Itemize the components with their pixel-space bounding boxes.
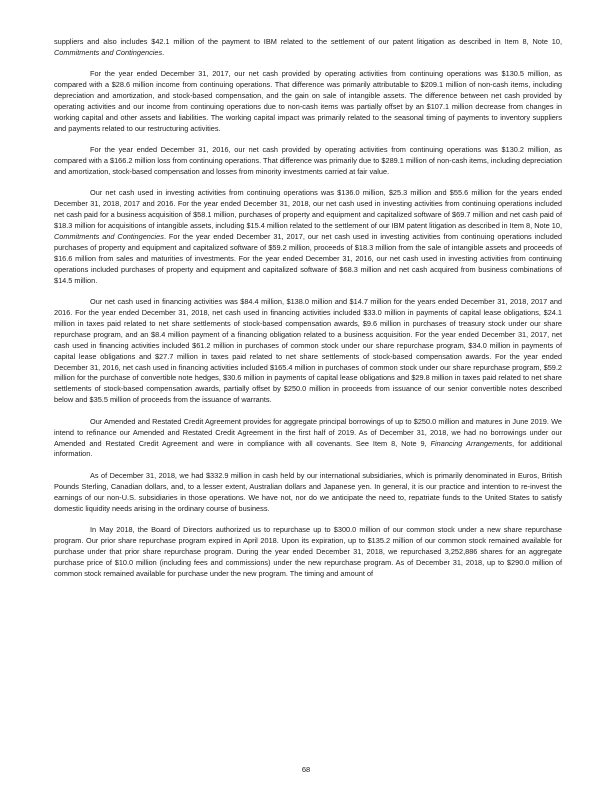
text-run: Our Amended and Restated Credit Agreement provides for aggregate principal borrowings of up to $250.0 million and matures in June 2019. We intend to refinance our Amended and Restated Credit Agreement in the first half of 2019. As of December 31, 2018, we had no borrowings under our Amended and Restated Credit Agreement and were in compliance with all covenants. See Item 8, Note 9, (54, 416, 562, 448)
paragraph-5 (54, 297, 562, 406)
italic-reference: Commitments and Contingencies (54, 232, 164, 242)
italic-reference: Commitments and Contingencies (54, 47, 163, 57)
text-run: Our net cash used in investing activities from continuing operations was $136.0 million, $25.3 million and $55.6 million for the years ended December 31, 2018, 2017 and 2016. For the year ended December 31, 2018, our net cash used in investing activities from continuing operations included net cash paid for a business acquisition of $58.1 million, purchases of property and equipment and capitalized software of $69.7 million and net cash paid of $18.3 million for acquisitions of intangible assets, including $15.4 million related to the settlement of our IBM patent litigation as described in Item 8, Note 10, (54, 188, 562, 231)
paragraph-2 (54, 69, 562, 134)
document-body (54, 37, 562, 590)
paragraph-1 (54, 37, 562, 59)
paragraph-4 (54, 188, 562, 286)
text-run: suppliers and also includes $42.1 million of the payment to IBM related to the settlement of our patent litigation as described in Item 8, Note 10, (54, 37, 562, 46)
text-run: As of December 31, 2018, we had $332.9 million in cash held by our international subsidiaries, which is primarily denominated in Euros, British Pounds Sterling, Canadian dollars, and, to a lesser extent, Australian dollars and Japanese yen. In general, it is our practice and intention to re-invest the earnings of our non-U.S. subsidiaries in those operations. We have not, nor do we anticipate the need to, repatriate funds to the United States to satisfy domestic liquidity needs arising in the ordinary course of business. (54, 470, 562, 513)
page-number: 68 (301, 765, 311, 774)
text-run: Our net cash used in financing activities was $84.4 million, $138.0 million and $14.7 million for the years ended December 31, 2018, 2017 and 2016. For the year ended December 31, 2018, net cash used in financing activities included $33.0 million in payments of capital lease obligations, $24.1 million in taxes paid related to net share settlements of stock-based compensation awards, $9.6 million in purchases of treasury stock under our share repurchase program, and an $8.4 million payment of a financing obligation related to a business acquisition. For the year ended December 31, 2017, net cash used in financing activities included $61.2 million in purchases of common stock under our share repurchase program, $34.0 million in payments of capital lease obligations and $27.7 million in taxes paid related to net share settlements of stock-based compensation awards. For the year ended December 31, 2016, net cash used in financing activities included $165.4 million in purchases of common stock under our share repurchase program, $59.2 million for the purchase of convertible note hedges, $30.6 million in payments of capital lease obligations and $29.8 million in taxes paid related to net share settlements of stock-based compensation awards, partially offset by $250.0 million in proceeds from issuance of our senior convertible notes described below and $35.5 million of proceeds from the issuance of warrants. (54, 297, 562, 405)
text-run: For the year ended December 31, 2017, our net cash provided by operating activities from continuing operations was $130.5 million, as compared with a $28.6 million income from continuing operations. That difference was primarily attributable to $209.1 million of non-cash items, including depreciation and amortization, and stock-based compensation, and the gain on sale of intangible assets. The difference between net cash provided by operating activities and our income from continuing operations due to non-cash items was partially offset by an $107.1 million decrease from changes in working capital and other assets and liabilities. The working capital impact was primarily related to the seasonal timing of payments to inventory suppliers and payments related to our restructuring activities. (54, 69, 562, 133)
text-run: , for additional information. (54, 438, 562, 459)
italic-reference: Financing Arrangements (430, 438, 513, 448)
paragraph-8 (54, 525, 562, 580)
text-run: In May 2018, the Board of Directors authorized us to repurchase up to $300.0 million of our common stock under a new share repurchase program. Our prior share repurchase program expired in April 2018. Upon its expiration, up to $135.2 million of our common stock remained available for purchase under that prior share repurchase program. During the year ended December 31, 2018, we repurchased 3,252,886 shares for an aggregate purchase price of $10.0 million (including fees and commissions) under the new repurchase program. As of December 31, 2018, up to $290.0 million of common stock remained available for purchase under the new program. The timing and amount of (54, 524, 562, 578)
paragraph-3 (54, 145, 562, 178)
paragraph-6 (54, 417, 562, 461)
paragraph-7 (54, 471, 562, 515)
text-run: . For the year ended December 31, 2017, our net cash used in investing activities from continuing operations included purchases of property and equipment and capitalized software of $59.2 million, proceeds of $18.3 million from the sale of intangible assets and proceeds of $16.6 million from sales and maturities of investments. For the year ended December 31, 2016, our net cash used in investing activities from continuing operations included purchases of property and equipment and capitalized software of $68.3 million and net cash acquired from business combinations of $14.5 million. (54, 232, 562, 285)
text-run: . (162, 47, 165, 57)
text-run: For the year ended December 31, 2016, our net cash provided by operating activities from continuing operations was $130.2 million, as compared with a $166.2 million loss from continuing operations. That difference was primarily due to $289.1 million of non-cash items, including depreciation and amortization, stock-based compensation and losses from minority investments carried at fair value. (54, 145, 562, 177)
